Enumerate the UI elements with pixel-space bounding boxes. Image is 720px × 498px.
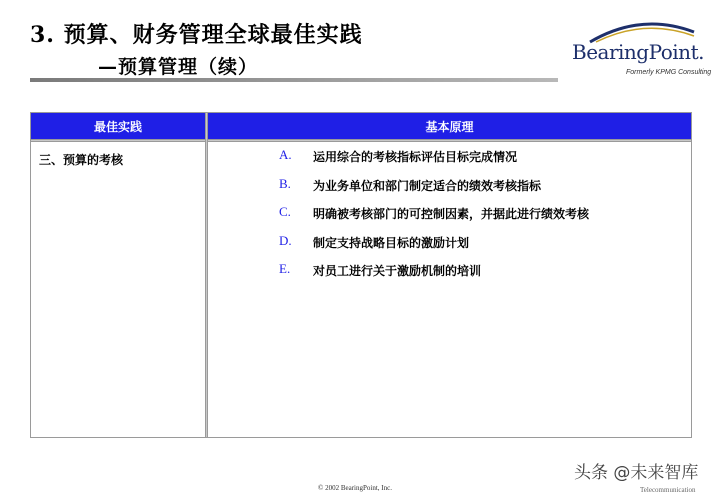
item-text: 对员工进行关于激励机制的培训 [313,264,482,278]
item-letter: B. [279,175,291,191]
header-divider [31,139,691,142]
item-text: 制定支持战略目标的激励计划 [313,235,470,250]
list-item [279,261,589,290]
item-letter: A. [279,147,292,162]
item-letter: C. [279,204,291,219]
page-title: 3. 预算、财务管理全球最佳实践 [30,22,363,48]
item-letter: D. [279,232,292,248]
page-subtitle: —预算管理（续） [98,56,259,78]
best-practice-table [30,112,692,438]
item-text: 运用综合的考核指标评估目标完成情况 [313,150,518,164]
list-item [279,176,589,205]
logo-name: BearingPoint. [572,40,704,64]
list-item [279,204,589,233]
list-item [279,233,589,262]
copyright-text: © 2002 BearingPoint, Inc. [318,484,392,492]
principle-list [279,147,589,290]
watermark-text: 头条 @未来智库 [574,463,699,483]
logo-tagline: Formerly KPMG Consulting [626,69,712,76]
item-letter: E. [279,261,291,276]
title-underline [30,78,558,82]
item-text: 为业务单位和部门制定适合的绩效考核指标 [313,178,542,193]
item-text: 明确被考核部门的可控制因素，并据此进行绩效考核 [313,207,590,221]
practice-cell: 三、预算的考核 [39,153,124,167]
column-header-principle: 基本原理 [208,113,691,139]
footer-telecom-text: Telecommunication [640,486,696,494]
list-item [279,147,589,176]
column-divider [205,113,208,437]
column-header-practice: 最佳实践 [31,113,205,139]
bearingpoint-logo [570,18,712,82]
